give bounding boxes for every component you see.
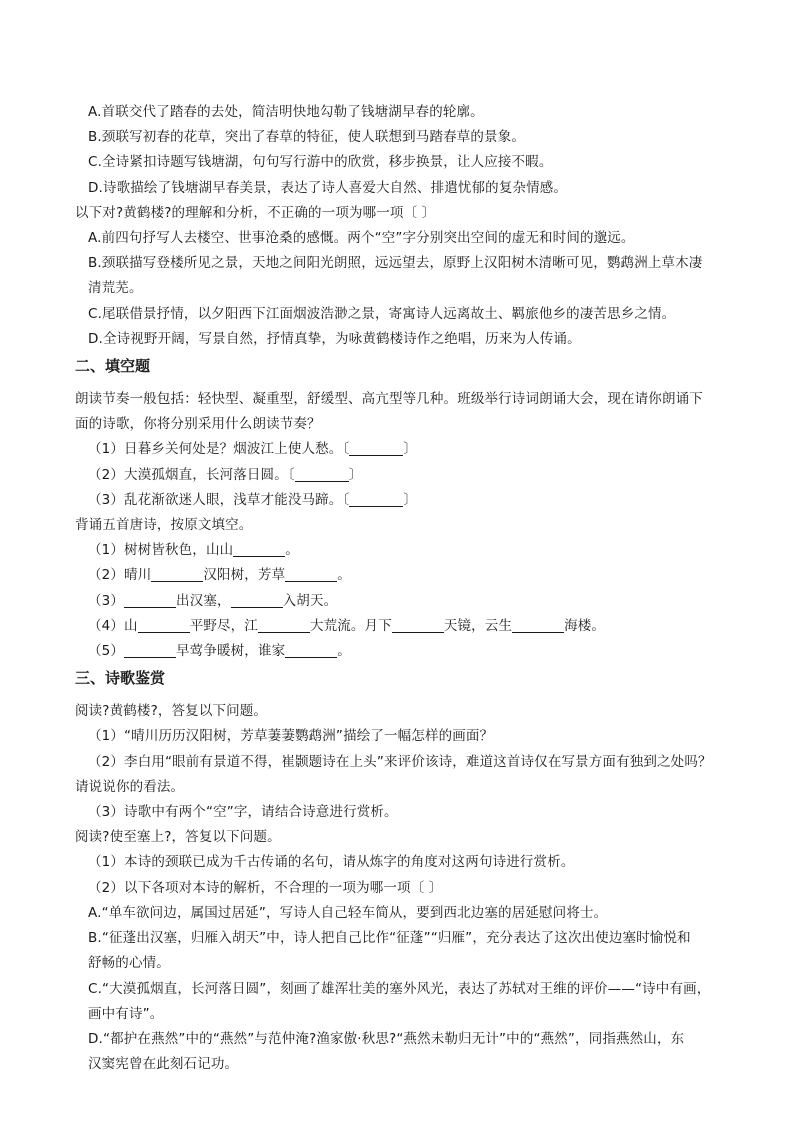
sub-question: （2）李白用“眼前有景道不得，崔颢题诗在上头”来评价该诗，难道这首诗仅在写景方面有独到之处吗？ (88, 753, 712, 770)
sub-question: （2）以下各项对本诗的解析，不合理的一项为哪一项〔 〕 (88, 879, 443, 896)
fill-item (75, 488, 725, 513)
question-stem: 朗读节奏一般包括：轻快型、凝重型，舒缓型、高亢型等几种。班级举行诗词朗诵大会，现在请你朗诵下 (75, 391, 703, 408)
fill-text: （1）日暮乡关何处是？烟波江上使人愁。〔 (88, 441, 350, 458)
fill-text: 汉阳树，芳草 (203, 567, 286, 584)
answer-blank[interactable] (392, 618, 444, 633)
reading-stem: 阅读?黄鹤楼?，答复以下问题。 (75, 703, 268, 720)
fill-text: 早莺争暖树，谁家 (176, 643, 286, 660)
fill-text: 出汉塞， (176, 592, 231, 609)
fill-text: （2）晴川 (88, 567, 152, 584)
fill-item (75, 614, 725, 639)
fill-text: （5） (88, 643, 125, 660)
answer-blank[interactable] (151, 567, 203, 582)
answer-blank[interactable] (138, 618, 190, 633)
option-d: D.“都护在燕然”中的“燕然”与范仲淹?渔家傲·秋思?“燕然未勒归无计”中的“燕然”，同指燕然山，东 (88, 1030, 685, 1047)
section-heading: 二、填空题 (75, 357, 151, 376)
option-a: A.首联交代了踏春的去处，简洁明快地勾勒了钱塘湖早春的轮廓。 (88, 104, 484, 120)
question-stem: 以下对?黄鹤楼?的理解和分析，不正确的一项为哪一项〔 〕 (75, 204, 436, 221)
answer-blank[interactable] (285, 567, 337, 582)
answer-blank[interactable] (349, 492, 403, 507)
fill-text: 大荒流。月下 (309, 617, 392, 634)
answer-blank[interactable] (512, 618, 564, 633)
option-d-cont: 汉窦宪曾在此刻石记功。 (88, 1056, 239, 1073)
question-stem: 背诵五首唐诗，按原文填空。 (75, 517, 253, 534)
fill-text: 。 (337, 643, 351, 660)
sub-question: （1）“晴川历历汉阳树，芳草萋萋鹦鹉洲”描绘了一幅怎样的画面？ (88, 728, 494, 745)
fill-item (75, 589, 725, 614)
sub-question-cont: 请说说你的看法。 (75, 778, 185, 795)
section-heading: 三、诗歌鉴赏 (75, 669, 166, 688)
fill-text: （3） (88, 592, 125, 609)
answer-blank[interactable] (124, 643, 176, 658)
option-b: B.“征蓬出汉塞，归雁入胡天”中，诗人把自己比作“征蓬”“归雁”，充分表达了这次出使边塞时愉悦和 (88, 930, 691, 947)
option-c: C.“大漠孤烟直，长河落日圆”，刻画了雄浑壮美的塞外风光，表达了苏轼对王维的评价——“诗中有画， (88, 980, 711, 997)
document-page (75, 100, 725, 1077)
question-stem-cont: 面的诗歌，你将分别采用什么朗读节奏？ (75, 416, 321, 433)
option-c: C.全诗紧扣诗题写钱塘湖，句句写行游中的欣赏，移步换景，让人应接不暇。 (88, 154, 553, 171)
option-b-cont: 舒畅的心情。 (88, 955, 170, 972)
sub-question: （3）诗歌中有两个“空”字，请结合诗意进行赏析。 (88, 804, 398, 821)
fill-text: （3）乱花渐欲迷人眼，浅草才能没马蹄。〔 (88, 491, 350, 508)
option-c: C.尾联借景抒情，以夕阳西下江面烟波浩渺之景，寄寓诗人远离故土、羁旅他乡的凄苦思乡之情。 (88, 305, 676, 322)
reading-stem: 阅读?使至塞上?，答复以下问题。 (75, 829, 281, 846)
fill-text: 天镜，云生 (443, 617, 513, 634)
answer-blank[interactable] (285, 643, 337, 658)
answer-blank[interactable] (233, 542, 285, 557)
option-d: D.诗歌描绘了钱塘湖早春美景，表达了诗人喜爱大自然、排遣忧郁的复杂情感。 (88, 179, 568, 196)
fill-text: （1）树树皆秋色，山山 (88, 542, 234, 559)
fill-text: （4）山 (88, 617, 138, 634)
option-d: D.全诗视野开阔，写景自然，抒情真挚，为咏黄鹤楼诗作之绝唱，历来为人传诵。 (88, 330, 581, 347)
sub-question: （1）本诗的颈联已成为千古传诵的名句，请从炼字的角度对这两句诗进行赏析。 (88, 854, 575, 871)
answer-blank[interactable] (231, 593, 283, 608)
answer-blank[interactable] (295, 467, 349, 482)
answer-blank[interactable] (258, 618, 310, 633)
fill-text: （2）大漠孤烟直，长河落日圆。〔 (88, 466, 295, 483)
fill-text: 入胡天。 (282, 592, 338, 609)
fill-item (75, 563, 725, 588)
answer-blank[interactable] (349, 441, 403, 456)
option-b: B.颈联写初春的花草，突出了春草的特征，使人联想到马踏春草的景象。 (88, 129, 526, 146)
option-a: A.“单车欲问边，属国过居延”，写诗人自己轻车简从，要到西北边塞的居延慰问将士。 (88, 904, 608, 921)
fill-item (75, 538, 725, 563)
option-b-cont: 清荒芜。 (88, 280, 143, 297)
fill-text: 〕 (403, 441, 417, 458)
fill-text: 〕 (348, 466, 363, 483)
answer-blank[interactable] (124, 593, 176, 608)
fill-text: 〕 (403, 491, 417, 508)
fill-item (75, 437, 725, 462)
option-c-cont: 画中有诗”。 (88, 1005, 164, 1022)
option-b: B.颈联描写登楼所见之景，天地之间阳光朗照，远远望去，原野上汉阳树木清晰可见，鹦鹉洲上草木凄 (88, 255, 703, 272)
fill-text: 平野尽，江 (189, 617, 258, 634)
fill-item (75, 463, 725, 488)
fill-text: 海楼。 (564, 617, 606, 634)
fill-item (75, 639, 725, 664)
fill-text: 。 (337, 567, 351, 584)
option-a: A.前四句抒写人去楼空、世事沧桑的感慨。两个“空”字分别突出空间的虚无和时间的邈远。 (88, 230, 635, 247)
fill-text: 。 (285, 542, 299, 559)
